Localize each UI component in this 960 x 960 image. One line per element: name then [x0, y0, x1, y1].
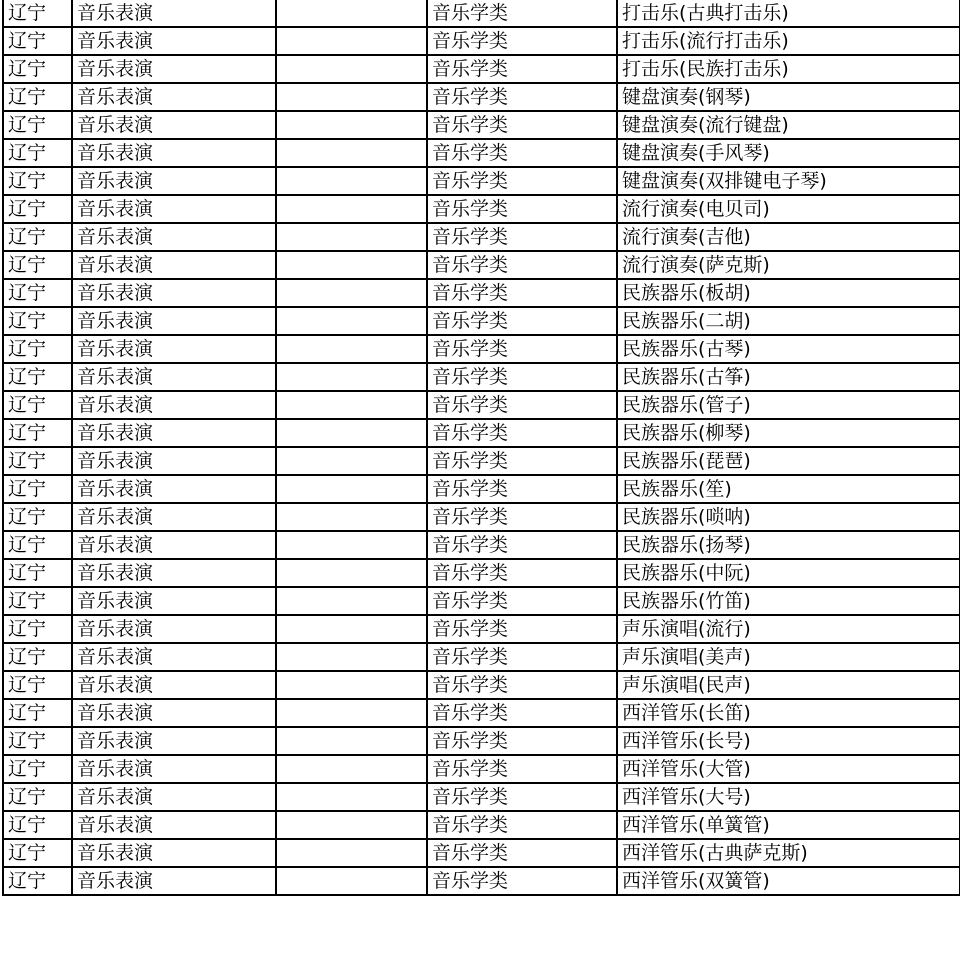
- major-cell: 民族器乐(中阮): [617, 559, 960, 587]
- note-cell: [276, 531, 427, 559]
- province-cell: 辽宁: [3, 111, 72, 139]
- subject-cell: 音乐学类: [427, 391, 617, 419]
- subject-cell: 音乐学类: [427, 251, 617, 279]
- major-cell: 键盘演奏(钢琴): [617, 83, 960, 111]
- note-cell: [276, 727, 427, 755]
- table-row: [3, 0, 960, 27]
- subject-cell: 音乐学类: [427, 335, 617, 363]
- category-cell: 音乐表演: [72, 167, 276, 195]
- category-cell: 音乐表演: [72, 839, 276, 867]
- major-cell: 民族器乐(唢呐): [617, 503, 960, 531]
- province-cell: 辽宁: [3, 811, 72, 839]
- category-cell: 音乐表演: [72, 223, 276, 251]
- table-row: [3, 559, 960, 587]
- subject-cell: 音乐学类: [427, 55, 617, 83]
- table-row: [3, 783, 960, 811]
- note-cell: [276, 503, 427, 531]
- note-cell: [276, 167, 427, 195]
- category-cell: 音乐表演: [72, 475, 276, 503]
- category-cell: 音乐表演: [72, 783, 276, 811]
- subject-cell: 音乐学类: [427, 363, 617, 391]
- major-cell: 流行演奏(吉他): [617, 223, 960, 251]
- major-cell: 民族器乐(二胡): [617, 307, 960, 335]
- note-cell: [276, 27, 427, 55]
- major-cell: 西洋管乐(单簧管): [617, 811, 960, 839]
- major-cell: 西洋管乐(大管): [617, 755, 960, 783]
- data-table: [2, 0, 960, 896]
- note-cell: [276, 139, 427, 167]
- category-cell: 音乐表演: [72, 55, 276, 83]
- category-cell: 音乐表演: [72, 111, 276, 139]
- subject-cell: 音乐学类: [427, 503, 617, 531]
- province-cell: 辽宁: [3, 391, 72, 419]
- major-cell: 打击乐(流行打击乐): [617, 27, 960, 55]
- table-row: [3, 391, 960, 419]
- category-cell: 音乐表演: [72, 503, 276, 531]
- province-cell: 辽宁: [3, 27, 72, 55]
- category-cell: 音乐表演: [72, 447, 276, 475]
- province-cell: 辽宁: [3, 531, 72, 559]
- note-cell: [276, 783, 427, 811]
- major-cell: 声乐演唱(流行): [617, 615, 960, 643]
- province-cell: 辽宁: [3, 839, 72, 867]
- major-cell: 西洋管乐(长号): [617, 727, 960, 755]
- note-cell: [276, 335, 427, 363]
- note-cell: [276, 195, 427, 223]
- province-cell: 辽宁: [3, 223, 72, 251]
- province-cell: 辽宁: [3, 503, 72, 531]
- province-cell: 辽宁: [3, 643, 72, 671]
- category-cell: 音乐表演: [72, 699, 276, 727]
- major-cell: 键盘演奏(手风琴): [617, 139, 960, 167]
- note-cell: [276, 811, 427, 839]
- table-row: [3, 335, 960, 363]
- subject-cell: 音乐学类: [427, 419, 617, 447]
- note-cell: [276, 755, 427, 783]
- major-cell: 西洋管乐(双簧管): [617, 867, 960, 895]
- subject-cell: 音乐学类: [427, 139, 617, 167]
- table-row: [3, 867, 960, 895]
- note-cell: [276, 419, 427, 447]
- table-row: [3, 167, 960, 195]
- note-cell: [276, 111, 427, 139]
- major-cell: 西洋管乐(长笛): [617, 699, 960, 727]
- province-cell: 辽宁: [3, 195, 72, 223]
- province-cell: 辽宁: [3, 55, 72, 83]
- category-cell: 音乐表演: [72, 251, 276, 279]
- table-row: [3, 223, 960, 251]
- note-cell: [276, 671, 427, 699]
- category-cell: 音乐表演: [72, 139, 276, 167]
- category-cell: 音乐表演: [72, 83, 276, 111]
- major-cell: 民族器乐(竹笛): [617, 587, 960, 615]
- table-row: [3, 139, 960, 167]
- table-row: [3, 27, 960, 55]
- note-cell: [276, 0, 427, 27]
- subject-cell: 音乐学类: [427, 755, 617, 783]
- category-cell: 音乐表演: [72, 755, 276, 783]
- subject-cell: 音乐学类: [427, 559, 617, 587]
- subject-cell: 音乐学类: [427, 643, 617, 671]
- table-row: [3, 83, 960, 111]
- category-cell: 音乐表演: [72, 643, 276, 671]
- province-cell: 辽宁: [3, 475, 72, 503]
- table-row: [3, 615, 960, 643]
- table-row: [3, 363, 960, 391]
- major-cell: 民族器乐(古筝): [617, 363, 960, 391]
- province-cell: 辽宁: [3, 559, 72, 587]
- table-row: [3, 811, 960, 839]
- subject-cell: 音乐学类: [427, 671, 617, 699]
- subject-cell: 音乐学类: [427, 83, 617, 111]
- table-row: [3, 195, 960, 223]
- major-cell: 民族器乐(板胡): [617, 279, 960, 307]
- province-cell: 辽宁: [3, 755, 72, 783]
- major-cell: 打击乐(古典打击乐): [617, 0, 960, 27]
- note-cell: [276, 587, 427, 615]
- category-cell: 音乐表演: [72, 335, 276, 363]
- subject-cell: 音乐学类: [427, 783, 617, 811]
- province-cell: 辽宁: [3, 447, 72, 475]
- category-cell: 音乐表演: [72, 727, 276, 755]
- note-cell: [276, 391, 427, 419]
- note-cell: [276, 867, 427, 895]
- category-cell: 音乐表演: [72, 531, 276, 559]
- province-cell: 辽宁: [3, 671, 72, 699]
- note-cell: [276, 83, 427, 111]
- note-cell: [276, 223, 427, 251]
- major-cell: 流行演奏(电贝司): [617, 195, 960, 223]
- province-cell: 辽宁: [3, 279, 72, 307]
- province-cell: 辽宁: [3, 727, 72, 755]
- table-row: [3, 419, 960, 447]
- category-cell: 音乐表演: [72, 0, 276, 27]
- major-cell: 打击乐(民族打击乐): [617, 55, 960, 83]
- major-cell: 声乐演唱(民声): [617, 671, 960, 699]
- subject-cell: 音乐学类: [427, 867, 617, 895]
- subject-cell: 音乐学类: [427, 307, 617, 335]
- category-cell: 音乐表演: [72, 559, 276, 587]
- province-cell: 辽宁: [3, 587, 72, 615]
- table-body: [3, 0, 960, 895]
- category-cell: 音乐表演: [72, 363, 276, 391]
- subject-cell: 音乐学类: [427, 475, 617, 503]
- table-row: [3, 671, 960, 699]
- table-row: [3, 587, 960, 615]
- province-cell: 辽宁: [3, 167, 72, 195]
- subject-cell: 音乐学类: [427, 111, 617, 139]
- major-cell: 声乐演唱(美声): [617, 643, 960, 671]
- note-cell: [276, 251, 427, 279]
- note-cell: [276, 363, 427, 391]
- major-cell: 民族器乐(扬琴): [617, 531, 960, 559]
- subject-cell: 音乐学类: [427, 447, 617, 475]
- major-cell: 民族器乐(琵琶): [617, 447, 960, 475]
- province-cell: 辽宁: [3, 335, 72, 363]
- category-cell: 音乐表演: [72, 867, 276, 895]
- table-row: [3, 307, 960, 335]
- table-row: [3, 55, 960, 83]
- category-cell: 音乐表演: [72, 671, 276, 699]
- subject-cell: 音乐学类: [427, 727, 617, 755]
- category-cell: 音乐表演: [72, 587, 276, 615]
- province-cell: 辽宁: [3, 83, 72, 111]
- category-cell: 音乐表演: [72, 279, 276, 307]
- province-cell: 辽宁: [3, 307, 72, 335]
- subject-cell: 音乐学类: [427, 167, 617, 195]
- subject-cell: 音乐学类: [427, 0, 617, 27]
- category-cell: 音乐表演: [72, 27, 276, 55]
- note-cell: [276, 643, 427, 671]
- note-cell: [276, 279, 427, 307]
- major-cell: 民族器乐(古琴): [617, 335, 960, 363]
- subject-cell: 音乐学类: [427, 587, 617, 615]
- province-cell: 辽宁: [3, 251, 72, 279]
- subject-cell: 音乐学类: [427, 839, 617, 867]
- province-cell: 辽宁: [3, 139, 72, 167]
- subject-cell: 音乐学类: [427, 699, 617, 727]
- note-cell: [276, 615, 427, 643]
- table-row: [3, 531, 960, 559]
- table-row: [3, 111, 960, 139]
- subject-cell: 音乐学类: [427, 615, 617, 643]
- note-cell: [276, 559, 427, 587]
- province-cell: 辽宁: [3, 419, 72, 447]
- subject-cell: 音乐学类: [427, 279, 617, 307]
- note-cell: [276, 699, 427, 727]
- province-cell: 辽宁: [3, 363, 72, 391]
- subject-cell: 音乐学类: [427, 531, 617, 559]
- major-cell: 流行演奏(萨克斯): [617, 251, 960, 279]
- major-cell: 键盘演奏(流行键盘): [617, 111, 960, 139]
- table-row: [3, 475, 960, 503]
- province-cell: 辽宁: [3, 699, 72, 727]
- table-row: [3, 447, 960, 475]
- category-cell: 音乐表演: [72, 419, 276, 447]
- table-row: [3, 699, 960, 727]
- subject-cell: 音乐学类: [427, 223, 617, 251]
- major-cell: 西洋管乐(大号): [617, 783, 960, 811]
- major-cell: 民族器乐(柳琴): [617, 419, 960, 447]
- table-row: [3, 279, 960, 307]
- table-row: [3, 727, 960, 755]
- category-cell: 音乐表演: [72, 811, 276, 839]
- province-cell: 辽宁: [3, 0, 72, 27]
- category-cell: 音乐表演: [72, 615, 276, 643]
- table-row: [3, 251, 960, 279]
- table-row: [3, 503, 960, 531]
- note-cell: [276, 839, 427, 867]
- province-cell: 辽宁: [3, 783, 72, 811]
- major-cell: 键盘演奏(双排键电子琴): [617, 167, 960, 195]
- category-cell: 音乐表演: [72, 195, 276, 223]
- note-cell: [276, 447, 427, 475]
- table-row: [3, 755, 960, 783]
- subject-cell: 音乐学类: [427, 811, 617, 839]
- category-cell: 音乐表演: [72, 307, 276, 335]
- note-cell: [276, 475, 427, 503]
- major-cell: 民族器乐(管子): [617, 391, 960, 419]
- table-row: [3, 643, 960, 671]
- table-row: [3, 839, 960, 867]
- note-cell: [276, 307, 427, 335]
- province-cell: 辽宁: [3, 867, 72, 895]
- category-cell: 音乐表演: [72, 391, 276, 419]
- major-cell: 民族器乐(笙): [617, 475, 960, 503]
- province-cell: 辽宁: [3, 615, 72, 643]
- subject-cell: 音乐学类: [427, 195, 617, 223]
- note-cell: [276, 55, 427, 83]
- subject-cell: 音乐学类: [427, 27, 617, 55]
- major-cell: 西洋管乐(古典萨克斯): [617, 839, 960, 867]
